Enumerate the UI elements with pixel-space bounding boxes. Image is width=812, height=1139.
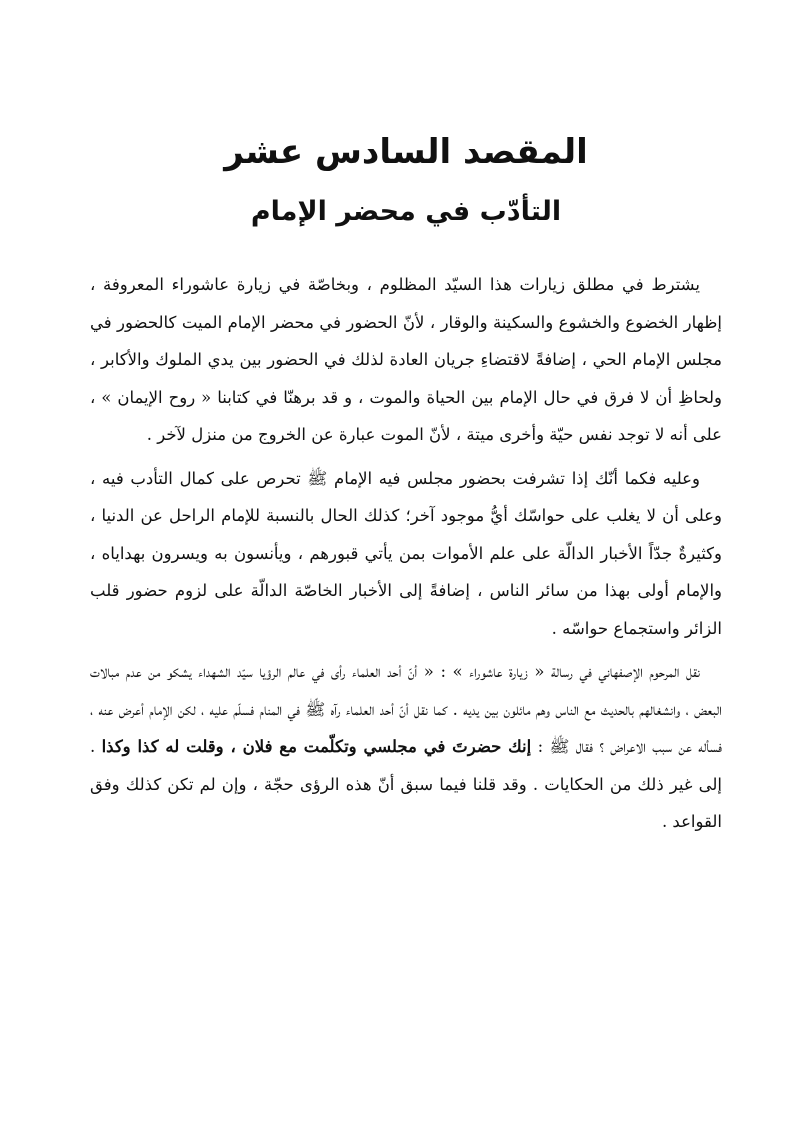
paragraph-3 bbox=[90, 653, 722, 841]
paragraph-1: يشترط في مطلق زيارات هذا السيّد المظلوم ، وبخاصّة في زيارة عاشوراء المعروفة ، إظهار الخضوع والخشوع والسكينة والوقار ، لأنّ الحضور في محضر الإمام الميت كالحضور في مجلس الإمام الحي ، إضافةً لاقتضاءِ جريان العادة لذلك في الحضور بين يدي الملوك والأكابر ، ولحاظِ أن لا فرق في حال الإمام بين الحياة والموت ، و قد برهنّا في كتابنا « روح الإيمان » ، على أنه لا توجد نفس حيّة وأخرى ميتة ، لأنّ الموت عبارة عن الخروج من منزل لآخر . bbox=[90, 275, 722, 444]
document-page bbox=[90, 120, 722, 847]
paragraph-2: وعليه فكما أنّك إذا تشرفت بحضور مجلس فيه الإمام ﷺ تحرص على كمال التأدب فيه ، وعلى أن لا يغلب على حواسّك أيُّ موجود آخر؛ كذلك الحال بالنسبة للإمام الراحل عن الدنيا ، وكثيرةٌ جدّاً الأخبار الدالّة على علم الأموات بمن يأتي قبورهم ، ويأنسون به ويسرون بهداياه ، والإمام أولى بهذا من سائر الناس ، إضافةً إلى الأخبار الخاصّة الدالّة على لزوم حضور قلب الزائر واستجماع حواسّه . bbox=[90, 468, 722, 638]
paragraph-3-text-after: . إلى غير ذلك من الحكايات . وقد قلنا فيما سبق أنّ هذه الرؤى حجّة ، وإن لم تكن كذلك وفق القواعد . bbox=[90, 737, 722, 831]
section-title: التأدّب في محضر الإمام bbox=[250, 196, 562, 227]
chapter-title: المقصد السادس عشر bbox=[224, 132, 588, 172]
paragraph-3-bold-quote: إنك حضرتَ في مجلسي وتكلّمت مع فلان ، وقلت له كذا وكذا bbox=[101, 737, 532, 756]
paragraph-3-text-before: نقل المرحوم الإصفهاني في رسالة « زيارة عاشوراء » : « أنّ أحد العلماء رأى في عالم الرؤيا سيّد الشهداء يشكو من عدم مبالات البعض ، وانشغالهم بالحديث مع الناس وهم مائلون بين يديه . كما نقل أنّ أحد العلماء رآه ﷺ في المنام فسلّم عليه ، لكن الإمام أعرض عنه ، فسأله عن سبب الاعراض ؟ فقال ﷺ : bbox=[90, 662, 722, 756]
